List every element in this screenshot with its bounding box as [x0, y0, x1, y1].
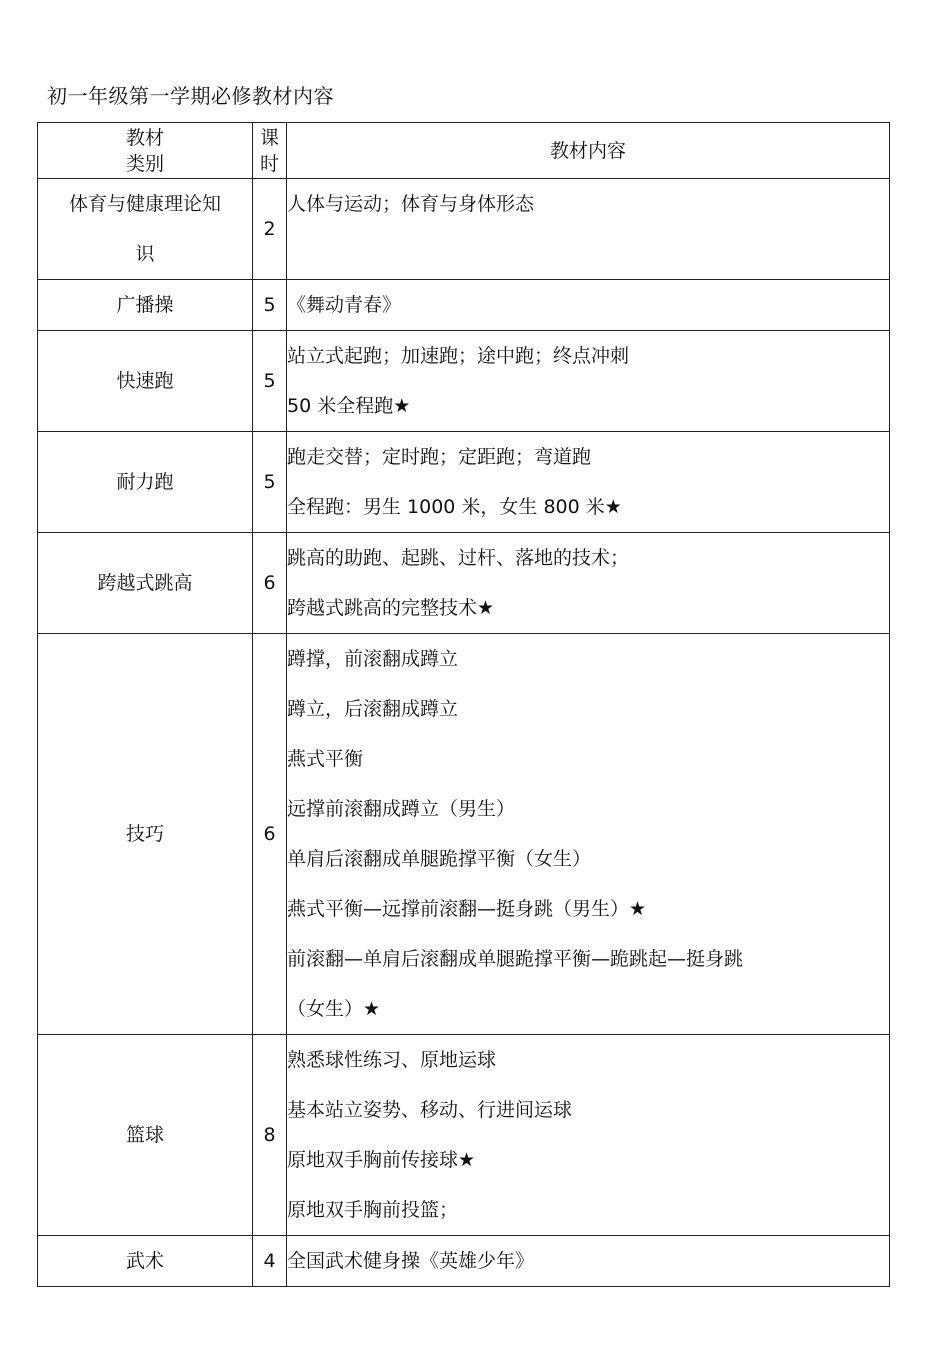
content-line: 跨越式跳高的完整技术★ — [287, 597, 495, 619]
table-row — [38, 331, 890, 432]
header-category-line2: 类别 — [125, 152, 164, 175]
content-line: 远撑前滚翻成蹲立（男生） — [287, 798, 516, 820]
category-text: 快速跑 — [116, 370, 174, 392]
hours-cell: 5 — [253, 331, 287, 432]
header-category-line1: 教材 — [125, 126, 164, 149]
content-line: 蹲撑，前滚翻成蹲立 — [287, 648, 459, 670]
content-line: 跑走交替；定时跑；定距跑；弯道跑 — [287, 446, 592, 468]
header-hours-line2: 时 — [259, 152, 279, 175]
category-text: 体育与健康理论知 — [68, 193, 221, 215]
category-cell — [38, 432, 253, 533]
category-cell — [38, 1035, 253, 1236]
table-row — [38, 280, 890, 331]
content-line: 单肩后滚翻成单腿跪撑平衡（女生） — [287, 848, 592, 870]
category-text: 跨越式跳高 — [97, 572, 193, 594]
hours-cell: 6 — [253, 634, 287, 1035]
category-text: 技巧 — [125, 823, 164, 845]
content-line: 燕式平衡—远撑前滚翻—挺身跳（男生）★ — [287, 898, 647, 920]
content-line: 蹲立，后滚翻成蹲立 — [287, 698, 459, 720]
content-cell — [287, 432, 890, 533]
content-line: 原地双手胸前传接球★ — [287, 1149, 476, 1171]
content-cell — [287, 533, 890, 634]
page-title: 初一年级第一学期必修教材内容 — [47, 84, 334, 108]
category-cell — [38, 634, 253, 1035]
table-row — [38, 179, 890, 280]
table-row — [38, 634, 890, 1035]
content-line: 燕式平衡 — [287, 748, 364, 770]
content-line: 全程跑：男生 1000 米，女生 800 米★ — [287, 496, 622, 518]
content-cell — [287, 634, 890, 1035]
table-row — [38, 1236, 890, 1287]
content-line: 跳高的助跑、起跳、过杆、落地的技术； — [287, 547, 630, 569]
content-line: （女生）★ — [287, 998, 381, 1020]
content-line: 站立式起跑；加速跑；途中跑；终点冲刺 — [287, 345, 630, 367]
hours-cell: 4 — [253, 1236, 287, 1287]
table-header-row — [38, 123, 890, 179]
content-line: 全国武术健身操《英雄少年》 — [287, 1250, 535, 1272]
content-cell — [287, 1035, 890, 1236]
category-cell — [38, 1236, 253, 1287]
hours-cell: 5 — [253, 280, 287, 331]
table-row — [38, 1035, 890, 1236]
content-line: 熟悉球性练习、原地运球 — [287, 1049, 497, 1071]
category-cell — [38, 533, 253, 634]
hours-cell: 2 — [253, 179, 287, 280]
content-line: 人体与运动；体育与身体形态 — [287, 193, 535, 215]
curriculum-table — [37, 122, 890, 1287]
category-text: 耐力跑 — [116, 471, 174, 493]
content-line: 前滚翻—单肩后滚翻成单腿跪撑平衡—跪跳起—挺身跳 — [287, 948, 744, 970]
content-cell — [287, 331, 890, 432]
hours-cell: 6 — [253, 533, 287, 634]
header-hours — [253, 123, 287, 179]
content-cell — [287, 280, 890, 331]
content-line: 原地双手胸前投篮； — [287, 1199, 459, 1221]
content-line: 《舞动青春》 — [287, 294, 402, 316]
category-cell — [38, 331, 253, 432]
category-cell — [38, 179, 253, 280]
content-line: 50 米全程跑★ — [287, 395, 411, 417]
table-row — [38, 432, 890, 533]
header-content: 教材内容 — [287, 123, 890, 179]
content-cell — [287, 1236, 890, 1287]
table-row — [38, 533, 890, 634]
category-text: 武术 — [125, 1250, 164, 1272]
header-category — [38, 123, 253, 179]
content-line: 基本站立姿势、移动、行进间运球 — [287, 1099, 573, 1121]
category-text: 广播操 — [116, 294, 174, 316]
category-cell — [38, 280, 253, 331]
hours-cell: 5 — [253, 432, 287, 533]
content-cell — [287, 179, 890, 280]
category-text: 篮球 — [125, 1124, 164, 1146]
hours-cell: 8 — [253, 1035, 287, 1236]
category-text: 识 — [135, 243, 155, 265]
header-hours-line1: 课 — [259, 126, 279, 149]
